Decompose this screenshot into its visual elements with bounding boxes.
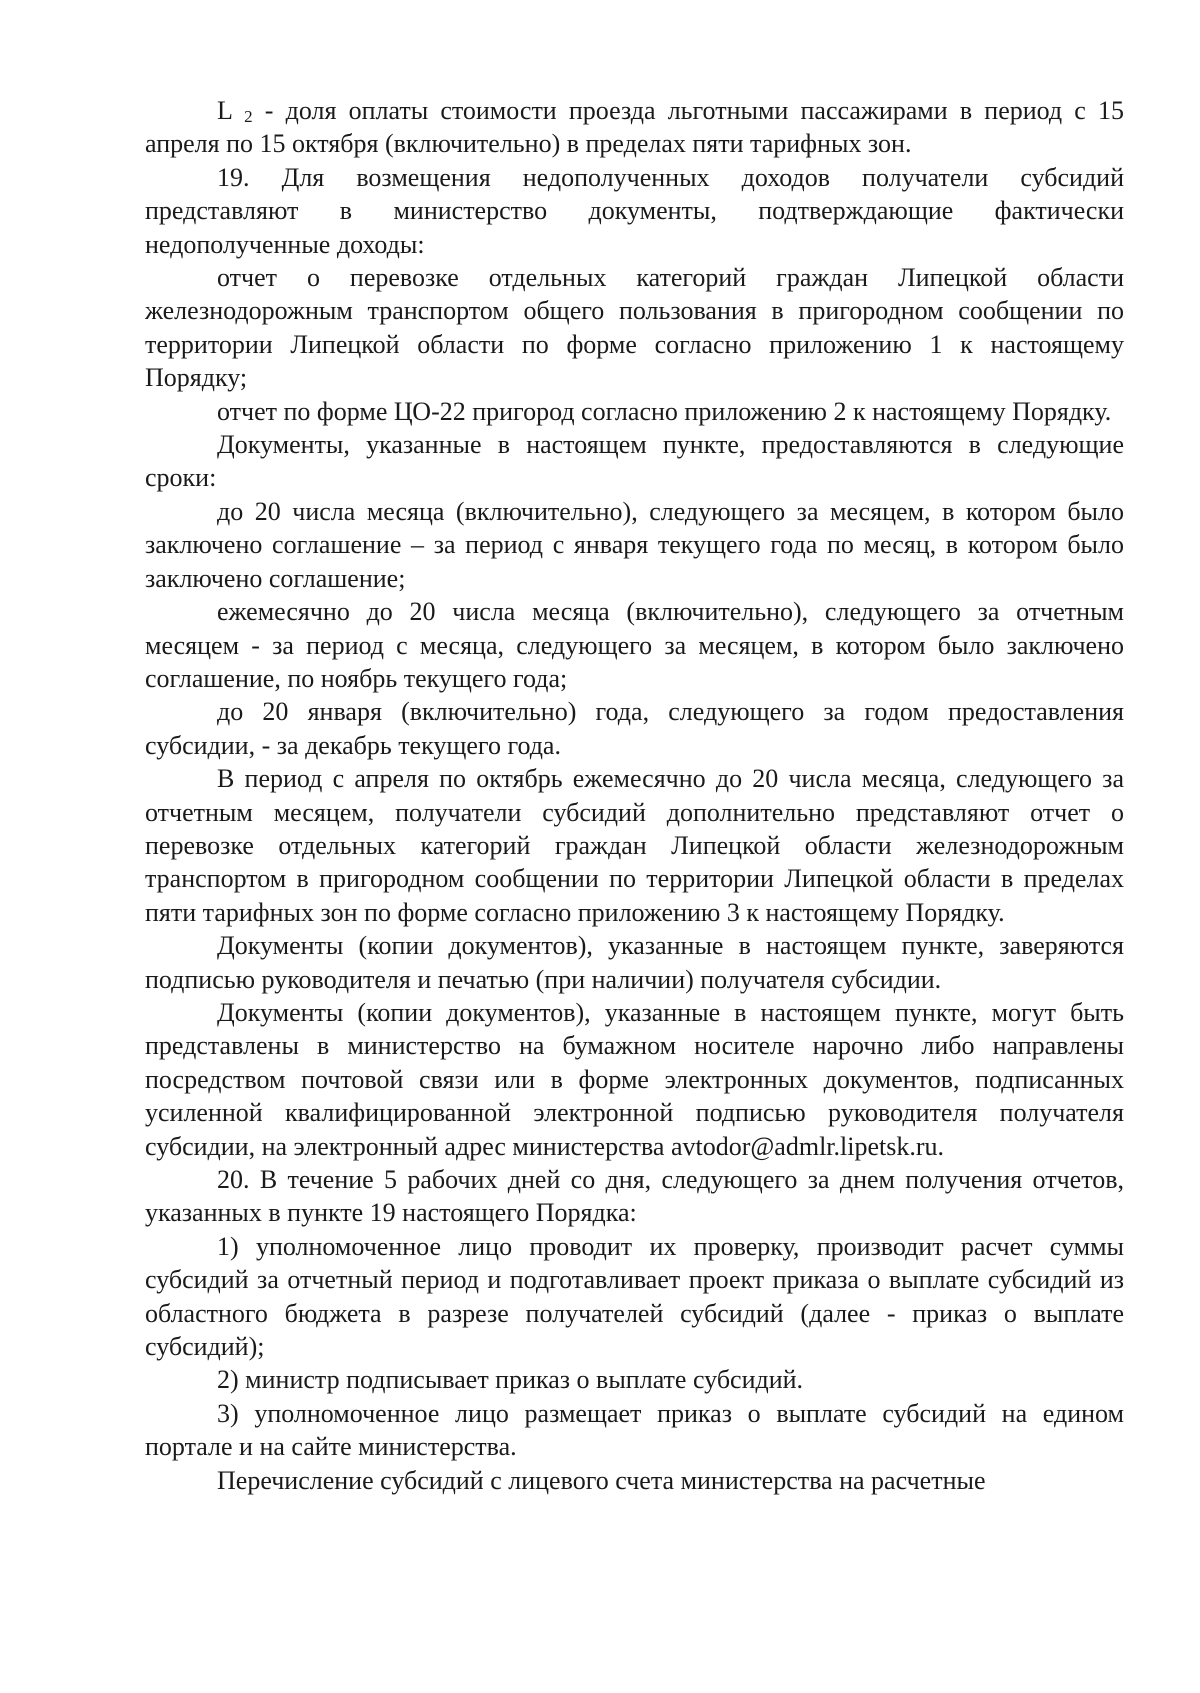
paragraph-deadline-first: до 20 числа месяца (включительно), следующего за месяцем, в котором было заключено соглашение – за период с января текущего года по месяц, в котором было заключено соглашение; <box>145 496 1124 593</box>
document-body <box>145 94 1124 1497</box>
paragraph-april-october-report: В период с апреля по октябрь ежемесячно до 20 числа месяца, следующего за отчетным месяцем, получатели субсидий дополнительно представляют отчет о перевозке отдельных категорий граждан Липецкой области железнодорожным транспортом в пригородном сообщении по территории Липецкой области в пределах пяти тарифных зон по форме согласно приложению 3 к настоящему Порядку. <box>145 764 1124 927</box>
paragraph-step-3: 3) уполномоченное лицо размещает приказ о выплате субсидий на едином портале и на сайте министерства. <box>145 1398 1124 1462</box>
paragraph-submission-methods: Документы (копии документов), указанные в настоящем пункте, могут быть представлены в министерство на бумажном носителе нарочно либо направлены посредством почтовой связи или в форме электронных документов, подписанных усиленной квалифицированной электронной подписью руководителя получателя субсидии, на электронный адрес министерства avtodor@admlr.lipetsk.ru. <box>145 997 1124 1161</box>
paragraph-step-2: 2) министр подписывает приказ о выплате субсидий. <box>217 1365 804 1395</box>
paragraph-deadline-monthly: ежемесячно до 20 числа месяца (включительно), следующего за отчетным месяцем - за период с месяца, следующего за месяцем, в котором было заключено соглашение, по ноябрь текущего года; <box>145 597 1124 693</box>
formula-symbol: L <box>217 96 232 125</box>
paragraph-step-1: 1) уполномоченное лицо проводит их проверку, производит расчет суммы субсидий за отчетный период и подготавливает проект приказа о выплате субсидий из областного бюджета в разрезе получателей субсидий (далее - приказ о выплате субсидий); <box>145 1231 1124 1362</box>
formula-subscript: 2 <box>244 107 253 126</box>
paragraph-report-appendix-2: отчет по форме ЦО-22 пригород согласно приложению 2 к настоящему Порядку. <box>217 396 1112 426</box>
paragraph-deadlines-intro: Документы, указанные в настоящем пункте, предоставляются в следующие сроки: <box>145 430 1124 493</box>
paragraph-certification: Документы (копии документов), указанные в настоящем пункте, заверяются подписью руководителя и печатью (при наличии) получателя субсидии. <box>145 931 1124 994</box>
paragraph-item-20: 20. В течение 5 рабочих дней со дня, следующего за днем получения отчетов, указанных в пункте 19 настоящего Порядка: <box>145 1165 1124 1228</box>
paragraph-deadline-january: до 20 января (включительно) года, следующего за годом предоставления субсидии, - за декабрь текущего года. <box>145 697 1124 760</box>
paragraph-item-19: 19. Для возмещения недополученных доходов получатели субсидий представляют в министерство документы, подтверждающие фактически недополученные доходы: <box>145 162 1124 259</box>
paragraph-report-appendix-1: отчет о перевозке отдельных категорий граждан Липецкой области железнодорожным транспортом общего пользования в пригородном сообщении по территории Липецкой области по форме согласно приложению 1 к настоящему Порядку; <box>145 263 1124 393</box>
paragraph-l2-definition <box>145 94 1124 161</box>
paragraph-text: - доля оплаты стоимости проезда льготными пассажирами в период с 15 апреля по 15 октября (включительно) в пределах пяти тарифных зон. <box>145 96 1124 159</box>
paragraph-transfer: Перечисление субсидий с лицевого счета министерства на расчетные <box>217 1465 986 1495</box>
